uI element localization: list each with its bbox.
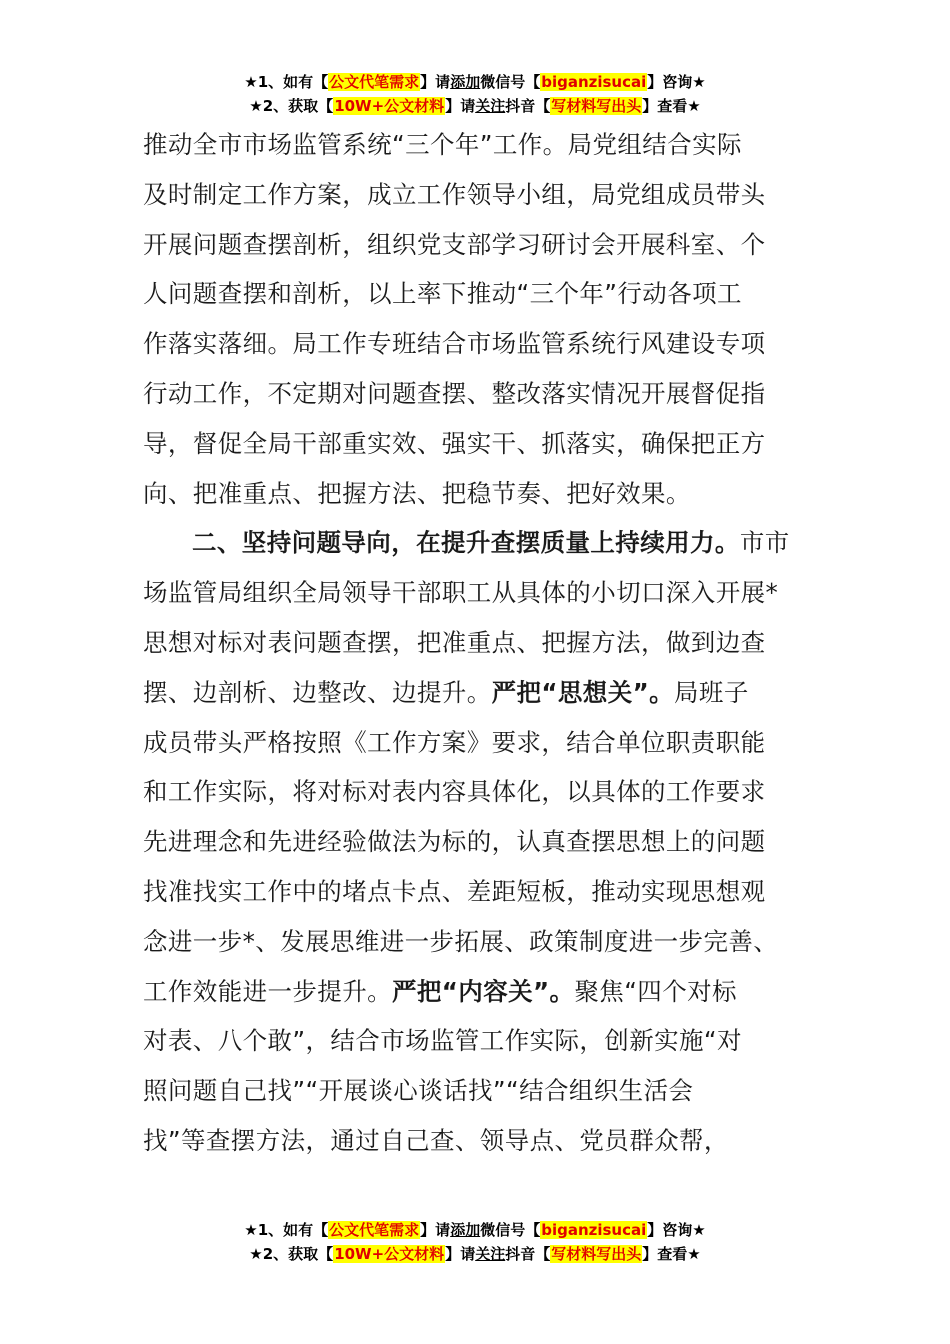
text-line: 工作效能进一步提升。严把“内容关”。聚焦“四个对标 xyxy=(143,976,737,1006)
text-line: 导，督促全局干部重实效、强实干、抓落实，确保把正方 xyxy=(143,428,766,458)
highlight-materials: 10W+公文材料 xyxy=(334,97,445,115)
text-line: 二、坚持问题导向，在提升查摆质量上持续用力。市市 xyxy=(192,528,790,558)
highlight-douyin: 写材料写出头 xyxy=(551,1245,642,1263)
highlight-service: 公文代笔需求 xyxy=(329,1221,420,1239)
promo-line-2: ★2、获取【10W+公文材料】请关注抖音【写材料写出头】查看★ xyxy=(249,1245,701,1263)
text-line: 行动工作，不定期对问题查摆、整改落实情况开展督促指 xyxy=(143,378,766,408)
text-line: 向、把准重点、把握方法、把稳节奏、把好效果。 xyxy=(143,478,691,508)
text-line: 照问题自己找”“开展谈心谈话找”“结合组织生活会 xyxy=(143,1076,694,1106)
promo-line-2: ★2、获取【10W+公文材料】请关注抖音【写材料写出头】查看★ xyxy=(249,97,701,115)
text-line: 摆、边剖析、边整改、边提升。严把“思想关”。局班子 xyxy=(143,677,749,707)
paragraph-2 xyxy=(143,518,808,1165)
text-line: 推动全市市场监管系统“三个年”工作。局党组结合实际 xyxy=(143,130,742,159)
highlight-wechat-id: biganzisucai xyxy=(541,1221,647,1239)
bold-subheading: 严把“内容关”。 xyxy=(392,976,575,1006)
text-line: 对表、八个敢”，结合市场监管工作实际，创新实施“对 xyxy=(143,1026,742,1056)
highlight-douyin: 写材料写出头 xyxy=(551,97,642,115)
promo-banner-top xyxy=(0,70,950,118)
text-line: 和工作实际，将对标对表内容具体化，以具体的工作要求 xyxy=(143,777,766,807)
text-line: 人问题查摆和剖析，以上率下推动“三个年”行动各项工 xyxy=(143,279,742,309)
document-body xyxy=(143,120,808,1166)
highlight-materials: 10W+公文材料 xyxy=(334,1245,445,1263)
text-line: 成员带头严格按照《工作方案》要求，结合单位职责职能 xyxy=(143,727,766,757)
text-line: 先进理念和先进经验做法为标的，认真查摆思想上的问题 xyxy=(143,827,766,857)
text-line: 及时制定工作方案，成立工作领导小组，局党组成员带头 xyxy=(143,179,766,209)
text-line: 找”等查摆方法，通过自己查、领导点、党员群众帮， xyxy=(143,1125,729,1155)
text-line: 作落实落细。局工作专班结合市场监管系统行风建设专项 xyxy=(143,329,766,359)
highlight-wechat-id: biganzisucai xyxy=(541,73,647,91)
promo-line-1: ★1、如有【公文代笔需求】请添加微信号【biganzisucai】咨询★ xyxy=(244,73,706,91)
bold-subheading: 严把“思想关”。 xyxy=(491,677,675,707)
highlight-service: 公文代笔需求 xyxy=(329,73,420,91)
promo-line-1: ★1、如有【公文代笔需求】请添加微信号【biganzisucai】咨询★ xyxy=(244,1221,706,1239)
paragraph-1 xyxy=(143,120,808,518)
text-line: 念进一步*、发展思维进一步拓展、政策制度进一步完善、 xyxy=(143,926,779,956)
text-line: 开展问题查摆剖析，组织党支部学习研讨会开展科室、个 xyxy=(143,229,766,259)
text-line: 找准找实工作中的堵点卡点、差距短板，推动实现思想观 xyxy=(143,876,766,906)
text-line: 场监管局组织全局领导干部职工从具体的小切口深入开展* xyxy=(143,578,779,608)
section-heading: 二、坚持问题导向，在提升查摆质量上持续用力。 xyxy=(192,528,740,558)
promo-banner-bottom xyxy=(0,1218,950,1266)
text-line: 思想对标对表问题查摆，把准重点、把握方法，做到边查 xyxy=(143,627,766,657)
